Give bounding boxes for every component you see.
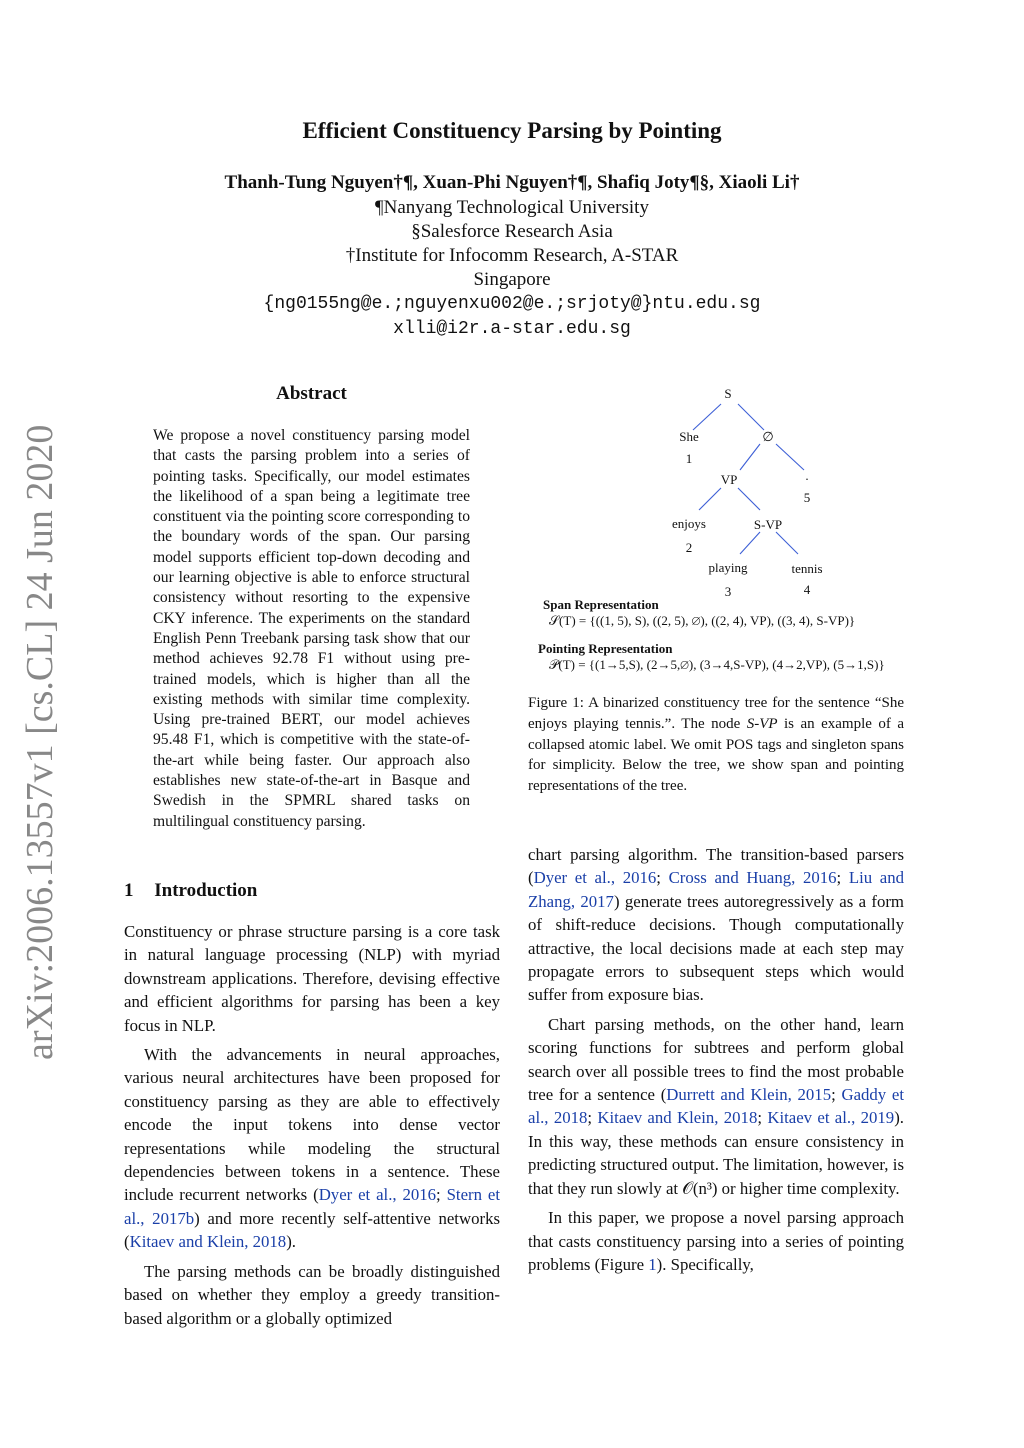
section-title: Introduction (154, 880, 258, 901)
node-tennis: tennis (791, 561, 823, 576)
tree-edge (699, 488, 721, 510)
affiliation-ntu: ¶Nanyang Technological University (375, 197, 649, 218)
node-she-index: 1 (685, 451, 693, 466)
intro-paragraph-3: The parsing methods can be broadly distinguished based on whether they employ a greedy transition-based algorithm or a globally optimized (124, 1261, 500, 1328)
section-heading (124, 880, 257, 902)
right-column (528, 843, 904, 1276)
citation-link[interactable]: Kitaev and Klein, 2018 (597, 1108, 758, 1128)
tree-edge (740, 444, 760, 470)
node-s: S (724, 386, 732, 401)
citation-link[interactable]: Kitaev et al., 2019 (767, 1108, 895, 1128)
node-vp: VP (720, 472, 738, 487)
node-playing: playing (708, 560, 748, 575)
span-representation-formula: 𝒮(T) = {((1, 5), S), ((2, 5), ∅), ((2, 4), VP), ((3, 4), S-VP)} (549, 613, 856, 628)
tree-edge (776, 444, 804, 470)
tree-edge (738, 488, 760, 510)
affiliation-salesforce: §Salesforce Research Asia (411, 221, 613, 242)
right-paragraph-2: Chart parsing methods, on the other hand, learn scoring functions for subtrees and perform global search over all possible trees to find the most probable tree for a sentence (Durrett and Klein, 2015; Gaddy et al., 2018; Kitaev and Klein, 2018; Kitaev et al., 2019). In this way, these methods can ensure consistency in predicting structured output. The limitation, however, is that they run slowly at 𝒪(n³) or higher time complexity. (528, 1014, 904, 1198)
node-playing-index: 3 (724, 584, 732, 599)
citation-link[interactable]: Stern et al., 2017b (124, 1185, 501, 1228)
arxiv-stamp[interactable]: arXiv:2006.13557v1 [cs.CL] 24 Jun 2020 (19, 424, 61, 1060)
abstract-text: We propose a novel constituency parsing model that casts the parsing problem into a series of pointing tasks. Specifically, our model estimates the likelihood of a span being a legitimate tree constituent via the pointing score corresponding to the boundary words of the span. Our parsing model supports efficient top-down decoding and our learning objective is able to enforce structural consistency without resorting to the expensive CKY inference. The experiments on the standard English Penn Treebank parsing task show that our method achieves 92.78 F1 without using pre-trained models, which is higher than all the existing methods with similar time complexity. Using pre-trained BERT, our model achieves 95.48 F1, which is competitive with the state-of-the-art while being faster. Our approach also establishes new state-of-the-art in Basque and Swedish in the SPMRL shared tasks on multilingual constituency parsing. (153, 427, 470, 830)
abstract-heading: Abstract (276, 383, 347, 404)
intro-paragraph-2: With the advancements in neural approaches, various neural architectures have been proposed for constituency parsing as they are able to effectively encode the input tokens into dense vector representations while modeling the structural dependencies between tokens in a sentence. These include recurrent networks (Dyer et al., 2016; Stern et al., 2017b) and more recently self-attentive networks (Kitaev and Klein, 2018). (124, 1045, 501, 1252)
affiliation-country: Singapore (473, 269, 551, 290)
affiliation-i2r: †Institute for Infocomm Research, A-STAR (345, 245, 679, 266)
node-period-index: 5 (803, 490, 811, 505)
tree-edges (693, 404, 804, 554)
citation-link[interactable]: Liu and Zhang, 2017 (528, 868, 905, 911)
citation-link[interactable]: Durrett and Klein, 2015 (666, 1085, 832, 1105)
constituency-tree-figure (528, 380, 918, 600)
citation-link[interactable]: Dyer et al., 2016 (318, 1185, 437, 1205)
tree-edge (740, 532, 760, 554)
span-representation-heading: Span Representation (543, 597, 659, 612)
node-empty: ∅ (762, 429, 774, 444)
author-list: Thanh-Tung Nguyen†¶, Xuan-Phi Nguyen†¶, Shafiq Joty¶§, Xiaoli Li† (224, 172, 800, 193)
tree-edge (693, 404, 721, 430)
section-number: 1 (124, 880, 134, 901)
pointing-representation-formula: 𝒫(T) = {(1→5,S), (2→5,∅), (3→4,S-VP), (4→2,VP), (5→1,S)} (549, 657, 885, 672)
node-enjoys-index: 2 (685, 540, 693, 555)
complexity-math: 𝒪(n³) (682, 1178, 718, 1198)
email-line-1[interactable]: {ng0155ng@e.;nguyenxu002@e.;srjoty@}ntu.edu.sg (263, 294, 761, 314)
tree-edge (738, 404, 764, 430)
node-enjoys: enjoys (672, 516, 706, 531)
tree-edge (776, 532, 798, 554)
left-column (124, 920, 500, 1330)
node-s-vp: S-VP (753, 517, 783, 532)
node-tennis-index: 4 (803, 582, 811, 597)
citation-link[interactable]: Dyer et al., 2016 (533, 868, 657, 888)
right-paragraph-3: In this paper, we propose a novel parsing approach that casts constituency parsing into a series of pointing problems (Figure 1). Specifically, (528, 1208, 904, 1274)
node-she: She (679, 429, 699, 444)
citation-link[interactable]: Kitaev and Klein, 2018 (129, 1232, 287, 1252)
figure-reference-link[interactable]: 1 (648, 1254, 657, 1274)
citation-link[interactable]: Gaddy et al., 2018 (528, 1085, 904, 1128)
right-paragraph-1: chart parsing algorithm. The transition-based parsers (Dyer et al., 2016; Cross and Huang, 2016; Liu and Zhang, 2017) generate trees autoregressively as a form of shift-reduce decisions. Though computationally attractive, the local decisions made at each step may propagate errors to subsequent steps which would suffer from exposure bias. (528, 845, 905, 1005)
citation-link[interactable]: Cross and Huang, 2016 (668, 868, 837, 888)
intro-paragraph-1: Constituency or phrase structure parsing is a core task in natural language processing (NLP) with myriad downstream applications. Therefore, devising effective and efficient algorithms for parsing has been a key focus in NLP. (124, 922, 500, 1035)
figure-caption: Figure 1: A binarized constituency tree for the sentence “She enjoys playing tennis.”. The node S-VP is an example of a collapsed atomic label. We omit POS tags and singleton spans for simplicity. Below the tree, we show span and pointing representations of the tree. (528, 695, 904, 795)
node-period: . (805, 468, 809, 483)
paper-title: Efficient Constituency Parsing by Pointing (302, 118, 722, 143)
email-line-2[interactable]: xlli@i2r.a-star.edu.sg (393, 319, 631, 339)
pointing-representation-heading: Pointing Representation (538, 641, 673, 656)
